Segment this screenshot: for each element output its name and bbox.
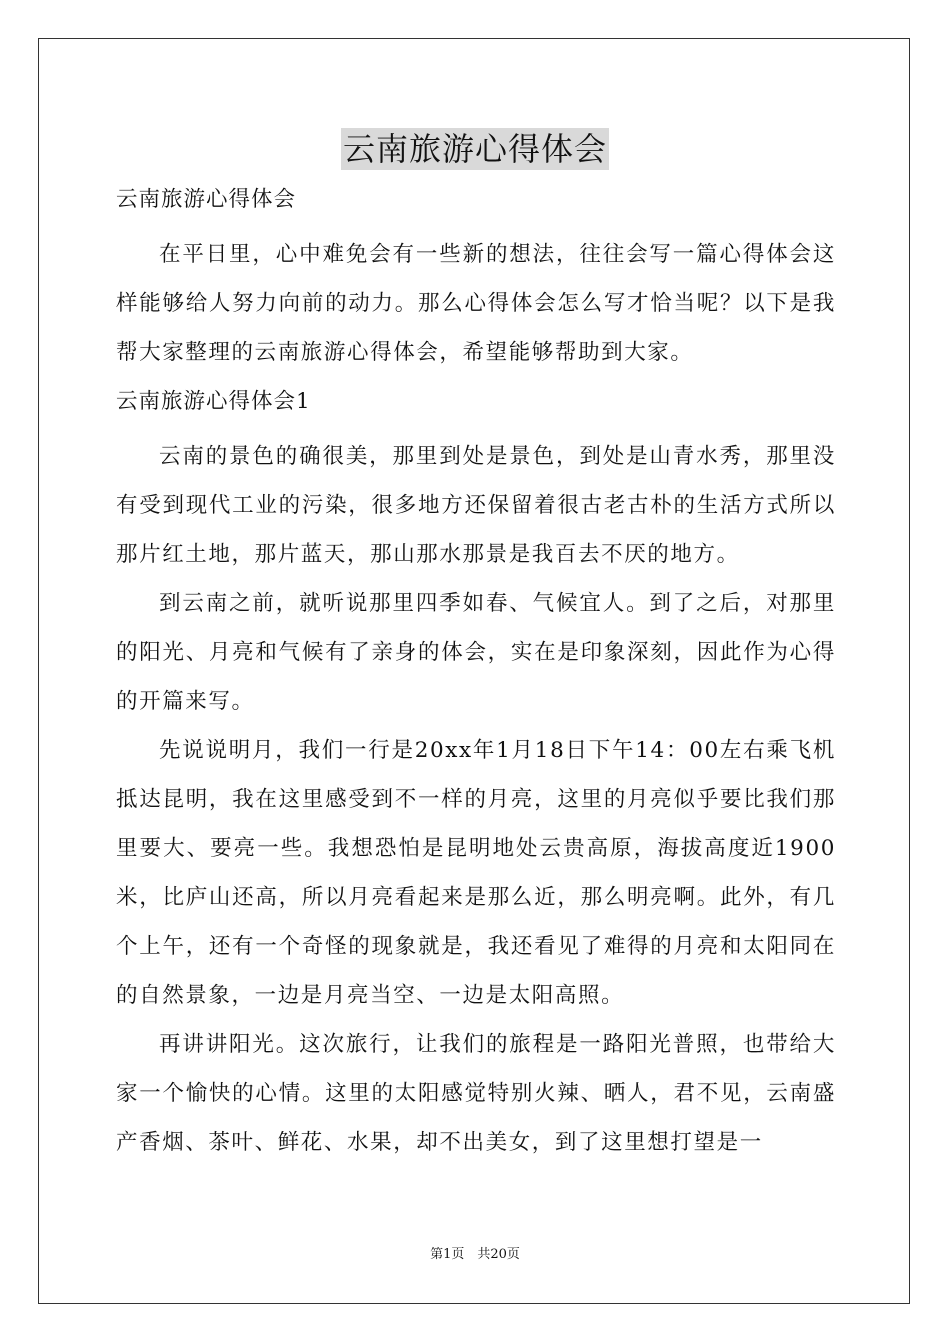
- intro-paragraph: 在平日里，心中难免会有一些新的想法，往往会写一篇心得体会这样能够给人努力向前的动力。那么心得体会怎么写才恰当呢？以下是我帮大家整理的云南旅游心得体会，希望能够帮助到大家。: [116, 242, 836, 365]
- document-title: 云南旅游心得体会: [342, 130, 607, 168]
- document-body: [116, 181, 836, 1167]
- page-footer: [0, 1246, 950, 1264]
- document-subtitle: 云南旅游心得体会: [116, 187, 297, 212]
- body-paragraph: 到云南之前，就听说那里四季如春、气候宜人。到了之后，对那里的阳光、月亮和气候有了亲身的体会，实在是印象深刻，因此作为心得的开篇来写。: [116, 591, 836, 714]
- page-number: 第1页 共20页: [430, 1247, 520, 1262]
- title-container: [0, 128, 950, 170]
- body-paragraph: 云南的景色的确很美，那里到处是景色，到处是山青水秀，那里没有受到现代工业的污染，很多地方还保留着很古老古朴的生活方式所以那片红土地，那片蓝天，那山那水那景是我百去不厌的地方。: [116, 444, 836, 567]
- body-paragraph: 再讲讲阳光。这次旅行，让我们的旅程是一路阳光普照，也带给大家一个愉快的心情。这里的太阳感觉特别火辣、晒人，君不见，云南盛产香烟、茶叶、鲜花、水果，却不出美女，到了这里想打望是一: [116, 1032, 836, 1155]
- section-heading: 云南旅游心得体会1: [116, 389, 311, 414]
- body-paragraph: 先说说明月，我们一行是20xx年1月18日下午14：00左右乘飞机抵达昆明，我在这里感受到不一样的月亮，这里的月亮似乎要比我们那里要大、要亮一些。我想恐怕是昆明地处云贵高原，海拔高度近1900米，比庐山还高，所以月亮看起来是那么近，那么明亮啊。此外，有几个上午，还有一个奇怪的现象就是，我还看见了难得的月亮和太阳同在的自然景象，一边是月亮当空、一边是太阳高照。: [116, 738, 836, 1008]
